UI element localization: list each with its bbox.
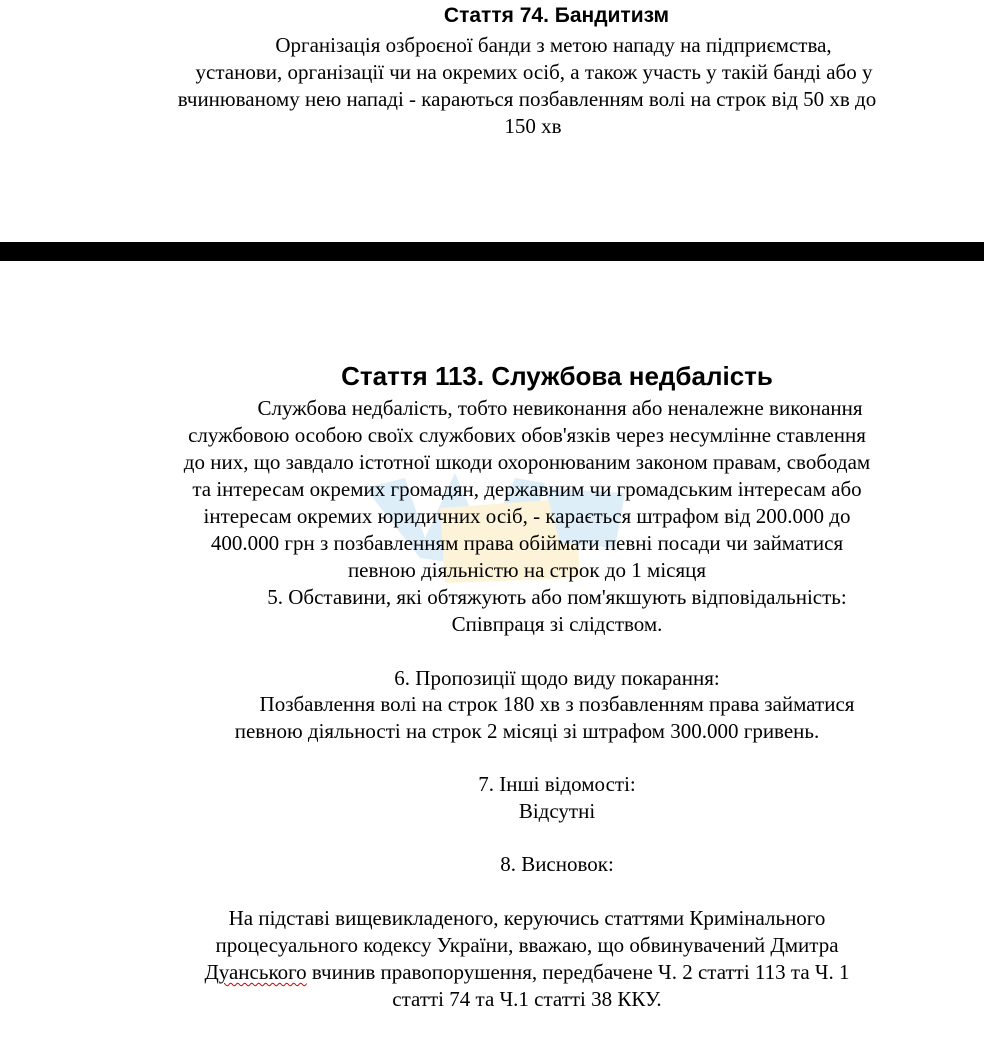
section-8-title: 8. Висновок: bbox=[500, 852, 614, 876]
article-113-line-4: та інтересам окремих громадян, державним чи громадським інтересам або bbox=[192, 477, 862, 501]
conclusion-line-1: На підставі вищевикладеного, керуючись статтями Кримінального bbox=[228, 906, 826, 930]
conclusion-line-4: статті 74 та Ч.1 статті 38 ККУ. bbox=[392, 987, 662, 1011]
article-113-line-7: певною діяльністю на строк до 1 місяця bbox=[347, 558, 707, 582]
article-74-line-2: установи, організації чи на окремих осіб, а також участь у такій банді або у bbox=[195, 60, 873, 84]
article-113-line-6: 400.000 грн з позбавленням права обіймати певні посади чи займатися bbox=[210, 531, 844, 555]
spellcheck-underlined-name[interactable]: Дуанського bbox=[204, 960, 307, 984]
article-74-line-4: 150 хв bbox=[504, 114, 562, 138]
article-74-title: Стаття 74. Бандитизм bbox=[443, 4, 670, 27]
section-6-title: 6. Пропозиції щодо виду покарання: bbox=[394, 666, 720, 690]
article-113-line-5: інтересам окремих юридичних осіб, - карається штрафом від 200.000 до bbox=[203, 504, 851, 528]
article-113-title: Стаття 113. Службова недбалість bbox=[341, 361, 773, 391]
article-74-line-3: вчинюваному нею нападі - караються позбавленням волі на строк від 50 хв до bbox=[177, 87, 877, 111]
section-7-title: 7. Інші відомості: bbox=[478, 772, 636, 796]
conclusion-line-2: процесуального кодексу України, вважаю, що обвинувачений Дмитра bbox=[215, 933, 839, 957]
conclusion-line-3 bbox=[0, 959, 984, 986]
section-7-value: Відсутні bbox=[518, 799, 596, 823]
section-5-title: 5. Обставини, які обтяжують або пом'якшують відповідальність: bbox=[267, 585, 847, 609]
article-113-line-2: службовою особою своїх службових обов'язків через несумлінне ставлення bbox=[188, 423, 866, 447]
article-113-line-1: Службова недбалість, тобто невиконання або неналежне виконання bbox=[257, 396, 863, 420]
article-113-line-3: до них, що завдало істотної шкоди охоронюваним законом правам, свободам bbox=[183, 450, 871, 474]
section-6-line-1: Позбавлення волі на строк 180 хв з позбавленням права займатися bbox=[259, 692, 855, 716]
page-divider bbox=[0, 242, 984, 261]
conclusion-line-3-rest: вчинив правопорушення, передбачене Ч. 2 статті 113 та Ч. 1 bbox=[306, 960, 850, 984]
section-5-value: Співпраця зі слідством. bbox=[451, 612, 663, 636]
article-74-line-1: Організація озброєної банди з метою нападу на підприємства, bbox=[275, 33, 832, 57]
section-6-line-2: певною діяльності на строк 2 місяці зі штрафом 300.000 гривень. bbox=[234, 719, 820, 743]
